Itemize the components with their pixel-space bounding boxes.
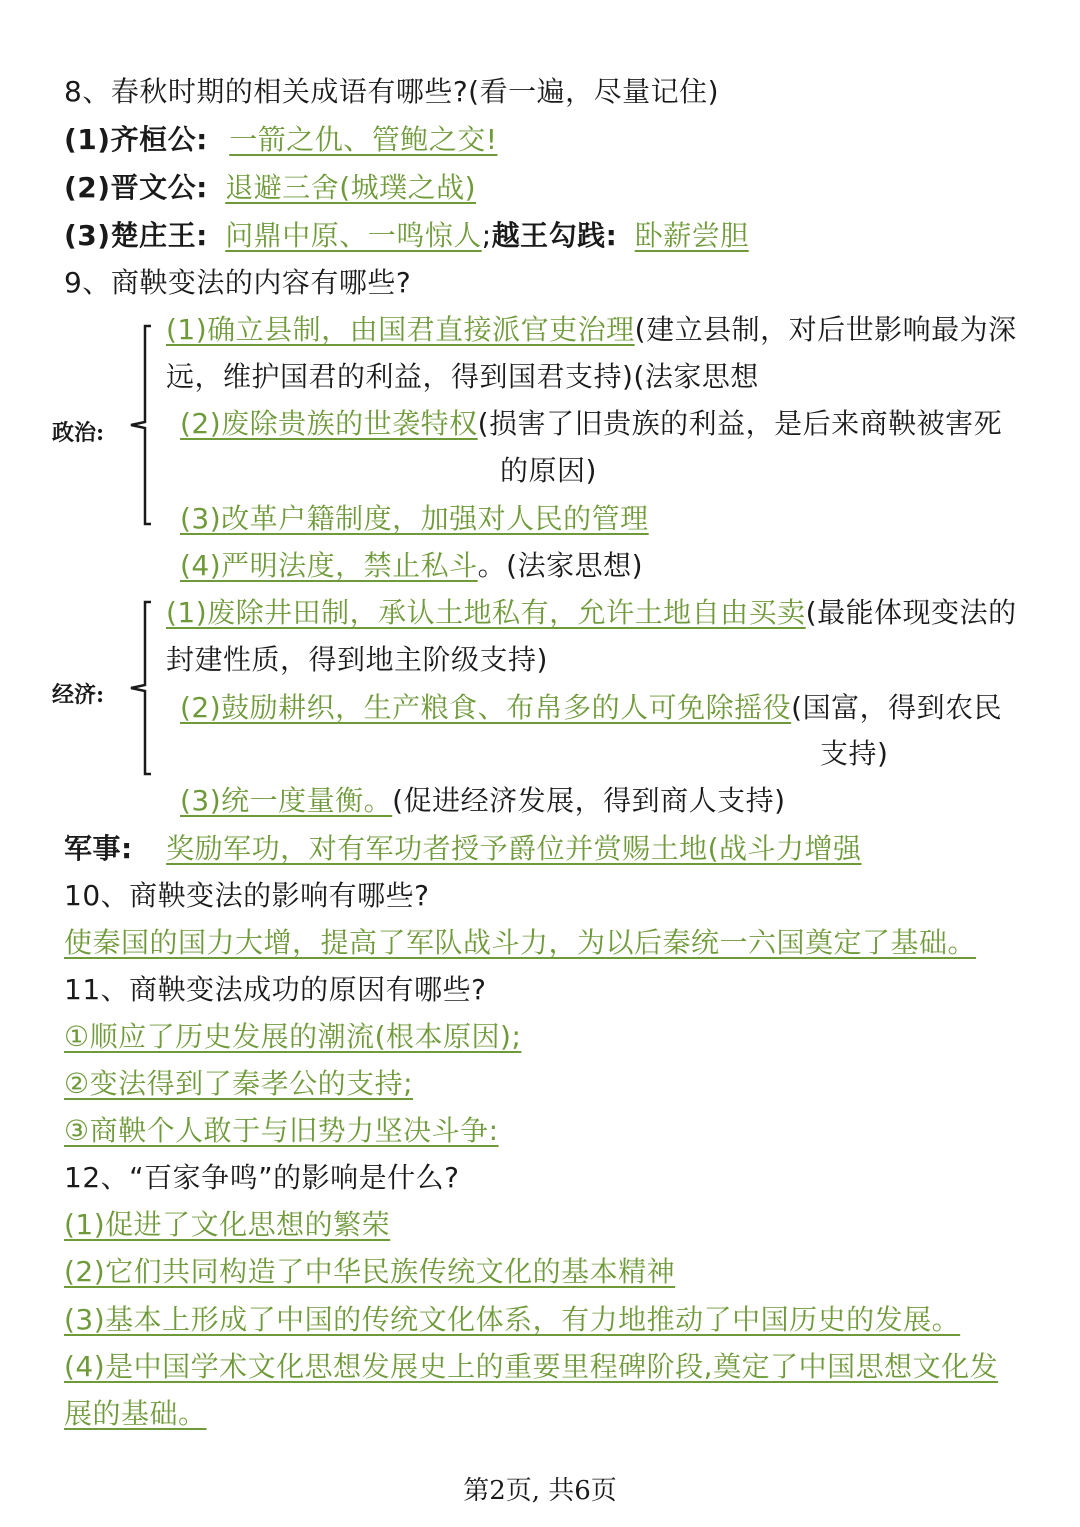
q11-answer-3: ③商鞅个人敢于与旧势力坚决斗争: (64, 1114, 499, 1147)
economy-label: 经济: (52, 682, 105, 708)
politics-brace (125, 322, 155, 528)
e1-answer: (1)废除井田制，承认土地私有，允许土地自由买卖 (166, 596, 806, 629)
q11-answer-1: ①顺应了历史发展的潮流(根本原因); (64, 1020, 522, 1053)
q8-a3-separator: ; (481, 219, 492, 252)
q12-answer-4a: (4)是中国学术文化思想发展史上的重要里程碑阶段,奠定了中国思想文化发 (64, 1350, 999, 1383)
economy-item-1 (166, 595, 1017, 631)
q8-a4-label: 越王勾践: (491, 219, 618, 252)
q8-a1-answer: 一箭之仇、管鲍之交! (229, 123, 498, 156)
q10-question: 10、商鞅变法的影响有哪些? (64, 879, 430, 912)
page-number: 第2页, 共6页 (463, 1476, 617, 1506)
q11-answer-2: ②变法得到了秦孝公的支持; (64, 1067, 414, 1100)
q8-answer-2 (64, 170, 476, 206)
q12-answer-4b: 展的基础。 (64, 1397, 207, 1430)
p4-note: 。(法家思想) (477, 549, 644, 582)
politics-item-4 (180, 548, 643, 584)
economy-brace (125, 598, 155, 778)
p1-answer: (1)确立县制，由国君直接派官吏治理 (166, 313, 635, 346)
q12-question: 12、“百家争鸣”的影响是什么? (64, 1161, 460, 1194)
q12-answer-2: (2)它们共同构造了中华民族传统文化的基本精神 (64, 1255, 676, 1288)
p3-answer: (3)改革户籍制度，加强对人民的管理 (180, 502, 649, 535)
q8-a2-label: (2)晋文公: (64, 171, 208, 204)
politics-label: 政治: (52, 420, 105, 446)
q8-question: 8、春秋时期的相关成语有哪些?(看一遍，尽量记住) (64, 75, 720, 108)
p1-note-b: 远，维护国君的利益，得到国君支持)(法家思想 (166, 360, 759, 393)
q12-answer-3: (3)基本上形成了中国的传统文化体系，有力地推动了中国历史的发展。 (64, 1303, 961, 1336)
military-item (64, 831, 862, 867)
q12-answer-1: (1)促进了文化思想的繁荣 (64, 1208, 391, 1241)
economy-item-3 (180, 783, 786, 819)
p2-note-b: 的原因) (500, 454, 597, 487)
politics-item-3 (180, 501, 649, 537)
q11-question: 11、商鞅变法成功的原因有哪些? (64, 973, 487, 1006)
q10-answer: 使秦国的国力大增，提高了军队战斗力，为以后秦统一六国奠定了基础。 (64, 926, 977, 959)
military-label: 军事: (64, 832, 133, 865)
p2-answer: (2)废除贵族的世袭特权 (180, 407, 478, 440)
q8-answer-3 (64, 218, 749, 254)
e2-note-a: (国富，得到农民 (791, 691, 1003, 724)
p1-note-a: (建立县制，对后世影响最为深 (634, 313, 1017, 346)
e1-note-a: (最能体现变法的 (805, 596, 1017, 629)
e3-note: (促进经济发展，得到商人支持) (392, 784, 786, 817)
q8-a3-label: (3)楚庄王: (64, 219, 208, 252)
p2-note-a: (损害了旧贵族的利益，是后来商鞅被害死 (477, 407, 1003, 440)
q8-a1-label: (1)齐桓公: (64, 123, 208, 156)
q8-answer-1 (64, 122, 497, 158)
e2-answer: (2)鼓励耕织，生产粮食、布帛多的人可免除摇役 (180, 691, 792, 724)
politics-item-2 (180, 406, 1002, 442)
q9-question: 9、商鞅变法的内容有哪些? (64, 266, 412, 299)
q8-a2-answer: 退避三舍(城璞之战) (225, 171, 477, 204)
p4-answer: (4)严明法度，禁止私斗 (180, 549, 478, 582)
q8-a4-answer: 卧薪尝胆 (634, 219, 749, 252)
e2-note-b: 支持) (820, 737, 889, 770)
q8-a3-answer: 问鼎中原、一鸣惊人 (225, 219, 482, 252)
military-answer: 奖励军功，对有军功者授予爵位并赏赐土地(战斗力增强 (166, 832, 862, 865)
politics-item-1 (166, 312, 1017, 348)
economy-item-2 (180, 690, 1002, 726)
e3-answer: (3)统一度量衡。 (180, 784, 393, 817)
e1-note-b: 封建性质，得到地主阶级支持) (166, 643, 548, 676)
